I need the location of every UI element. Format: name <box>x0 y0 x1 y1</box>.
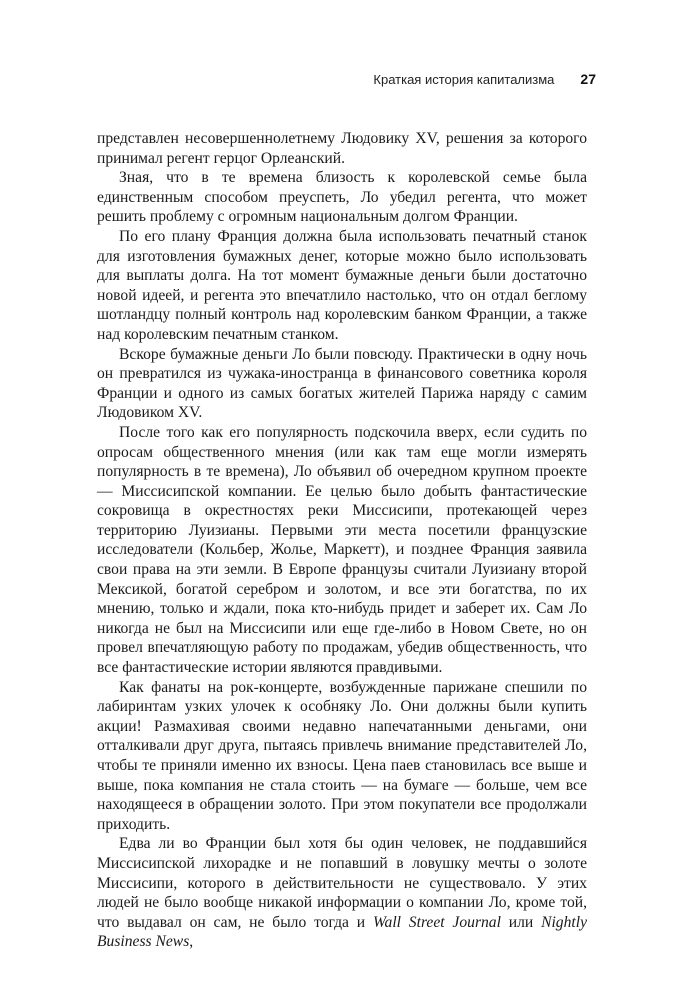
running-header <box>373 71 596 87</box>
paragraph: Как фанаты на рок-концерте, возбужденные парижане спешили по лабиринтам узких улочек к особняку Ло. Они должны были купить акции! Размахивая своими недавно напечатанными деньгами, они отталкивали друг друга, пытаясь привлечь внимание представителей Ло, чтобы те приняли именно их взносы. Цена паев становилась все выше и выше, пока компания не стала стоить — на бумаге — больше, чем все находящееся в обращении золото. При этом покупатели все продолжали приходить. <box>97 678 587 833</box>
paragraph: представлен несовершеннолетнему Людовику XV, решения за которого принимал регент герцог Орлеанский. <box>97 130 587 167</box>
paragraph: По его плану Франция должна была использовать печатный станок для изготовления бумажных денег, которые можно было использовать для выплаты долга. На тот момент бумажные деньги были достаточно новой идеей, и регента это впечатлило настолько, что он отдал беглому шотландцу полный контроль над королевским банком Франции, а также над королевским печатным станком. <box>97 227 587 343</box>
running-title: Краткая история капитализма <box>373 72 555 87</box>
publication-title: Nightly Business News <box>97 913 587 951</box>
paragraph: Вскоре бумажные деньги Ло были повсюду. Практически в одну ночь он превратился из чужака-иностранца в финансового советника короля Франции и одного из самых богатых жителей Парижа наряду с самим Людовиком XV. <box>97 345 587 422</box>
body-text <box>97 129 587 952</box>
paragraph-last <box>97 834 587 952</box>
paragraph-text: , <box>189 933 194 951</box>
paragraph: Зная, что в те времена близость к королевской семье была единственным способом преуспеть, Ло убедил регента, что может решить проблему с огромным национальным долгом Франции. <box>97 169 587 226</box>
publication-title: Wall Street Journal <box>372 913 501 931</box>
paragraph-text: или <box>500 913 542 931</box>
page-number: 27 <box>580 71 596 87</box>
paragraph: После того как его популярность подскочила вверх, если судить по опросам общественного мнения (или как там еще могли измерять популярность в те времена), Ло объявил об очередном крупном проекте — Миссисипской компании. Ее целью было добыть фантастические сокровища в окрестностях реки Миссисипи, протекающей через территорию Луизианы. Первыми эти места посетили французские исследователи (Кольбер, Жолье, Маркетт), и позднее Франция заявила свои права на эти земли. В Европе французы считали Луизиану второй Мексикой, богатой серебром и золотом, и все эти богатства, по их мнению, только и ждали, пока кто-нибудь придет и заберет их. Сам Ло никогда не был на Миссисипи или еще где-либо в Новом Свете, но он провел впечатляющую работу по продажам, убедив общественность, что все фантастические истории являются правдивыми. <box>97 423 587 677</box>
paragraph-text: Едва ли во Франции был хотя бы один человек, не поддавшийся Миссисипской лихорадке и не попавший в ловушку мечты о золоте Миссисипи, которого в действительности не существовало. У этих людей не было вообще никакой информации о компании Ло, кроме той, что выдавал он сам, не было тогда и <box>97 835 587 931</box>
